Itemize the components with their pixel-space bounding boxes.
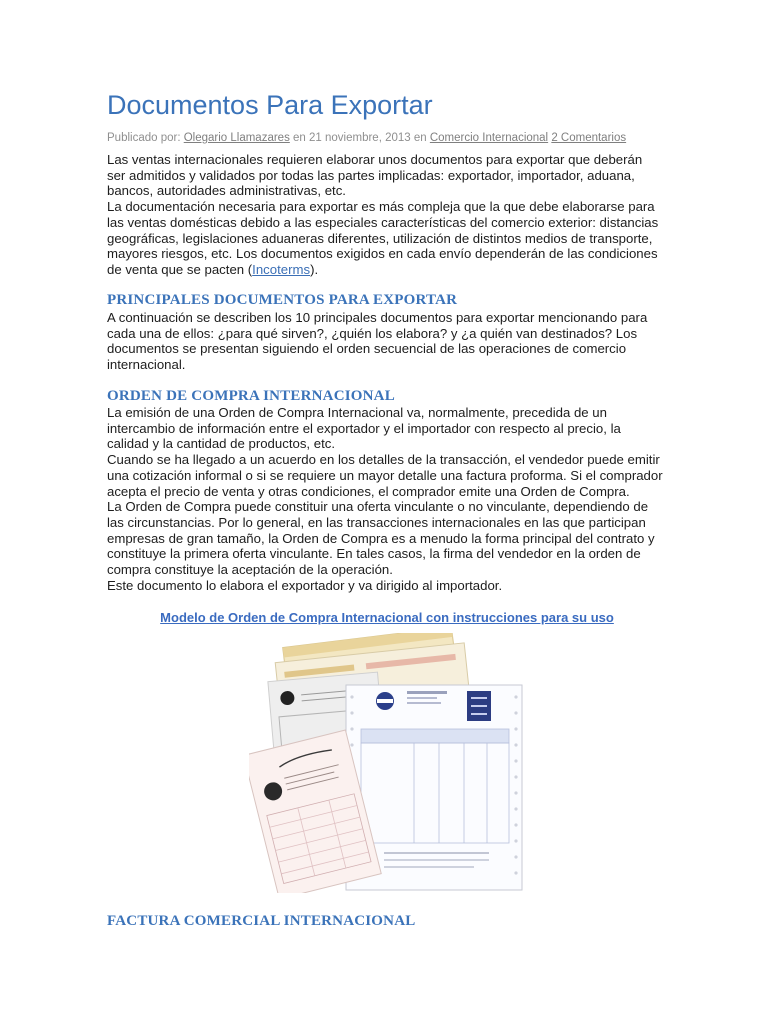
- intro-section: [107, 152, 663, 278]
- orden-paragraph-4: Este documento lo elabora el exportador y va dirigido al importador.: [107, 577, 503, 593]
- principales-paragraph: A continuación se describen los 10 principales documentos para exportar mencionando para cada una de ellos: ¿para qué sirven?, ¿quién los elabora? y ¿a quién van destinados? Los documentos se presentan siguiendo el orden secuencial de las operaciones de comercio internacional.: [107, 310, 648, 373]
- model-order-link[interactable]: Modelo de Orden de Compra Internacional con instrucciones para su uso: [160, 610, 614, 625]
- orden-section: [107, 405, 663, 593]
- heading-factura: FACTURA COMERCIAL INTERNACIONAL: [107, 913, 416, 929]
- author-link[interactable]: Olegario Llamazares: [183, 132, 290, 144]
- post-meta: [107, 132, 626, 144]
- heading-principales: PRINCIPALES DOCUMENTOS PARA EXPORTAR: [107, 292, 458, 308]
- heading-orden-compra: ORDEN DE COMPRA INTERNACIONAL: [107, 388, 395, 404]
- meta-prefix: Publicado por:: [107, 132, 184, 144]
- page-title: Documentos Para Exportar: [107, 90, 433, 120]
- meta-date: en 21 noviembre, 2013 en: [289, 132, 430, 144]
- orden-paragraph-3: La Orden de Compra puede constituir una oferta vinculante o no vinculante, dependiendo de las circunstancias. Por lo general, en las transacciones internacionales en las que participan empresas de gran tamaño, la Orden de Compra es a menudo la forma principal del contrato y constituye la primera oferta vinculante. En tales casos, la firma del vendedor en la orden de compra constituye la aceptación de la operación.: [107, 499, 655, 578]
- orden-paragraph-1: La emisión de una Orden de Compra Internacional va, normalmente, precedida de un intercambio de información entre el exportador y el importador con respecto al precio, la calidad y la cantidad de productos, etc.: [107, 405, 621, 452]
- comments-link[interactable]: 2 Comentarios: [551, 132, 627, 144]
- intro-paragraph-2: La documentación necesaria para exportar es más compleja que la que debe elaborarse para las ventas domésticas debido a las especiales características del comercio exterior: distancias geográficas, legislaciones aduaneras diferentes, utilización de distintos medios de transporte, mayores riesgos, etc. Los documentos exigidos en cada envío dependerán de las condiciones de venta que se pacten (Incoterms).: [107, 199, 659, 277]
- order-forms-image: [249, 633, 529, 893]
- incoterms-link[interactable]: Incoterms: [252, 261, 311, 277]
- orden-paragraph-2: Cuando se ha llegado a un acuerdo en los detalles de la transacción, el vendedor puede emitir una cotización informal o si se requiere un mayor detalle una factura proforma. Si el comprador acepta el precio de venta y otras condiciones, el comprador emite una Orden de Compra.: [107, 452, 663, 499]
- intro-paragraph-1: Las ventas internacionales requieren elaborar unos documentos para exportar que deberán ser admitidos y validados por todas las partes implicadas: exportador, importador, aduana, bancos, autoridades administrativas, etc.: [107, 152, 643, 199]
- forms-illustration: [249, 633, 529, 893]
- category-link[interactable]: Comercio Internacional: [429, 132, 549, 144]
- principales-section: [107, 310, 663, 373]
